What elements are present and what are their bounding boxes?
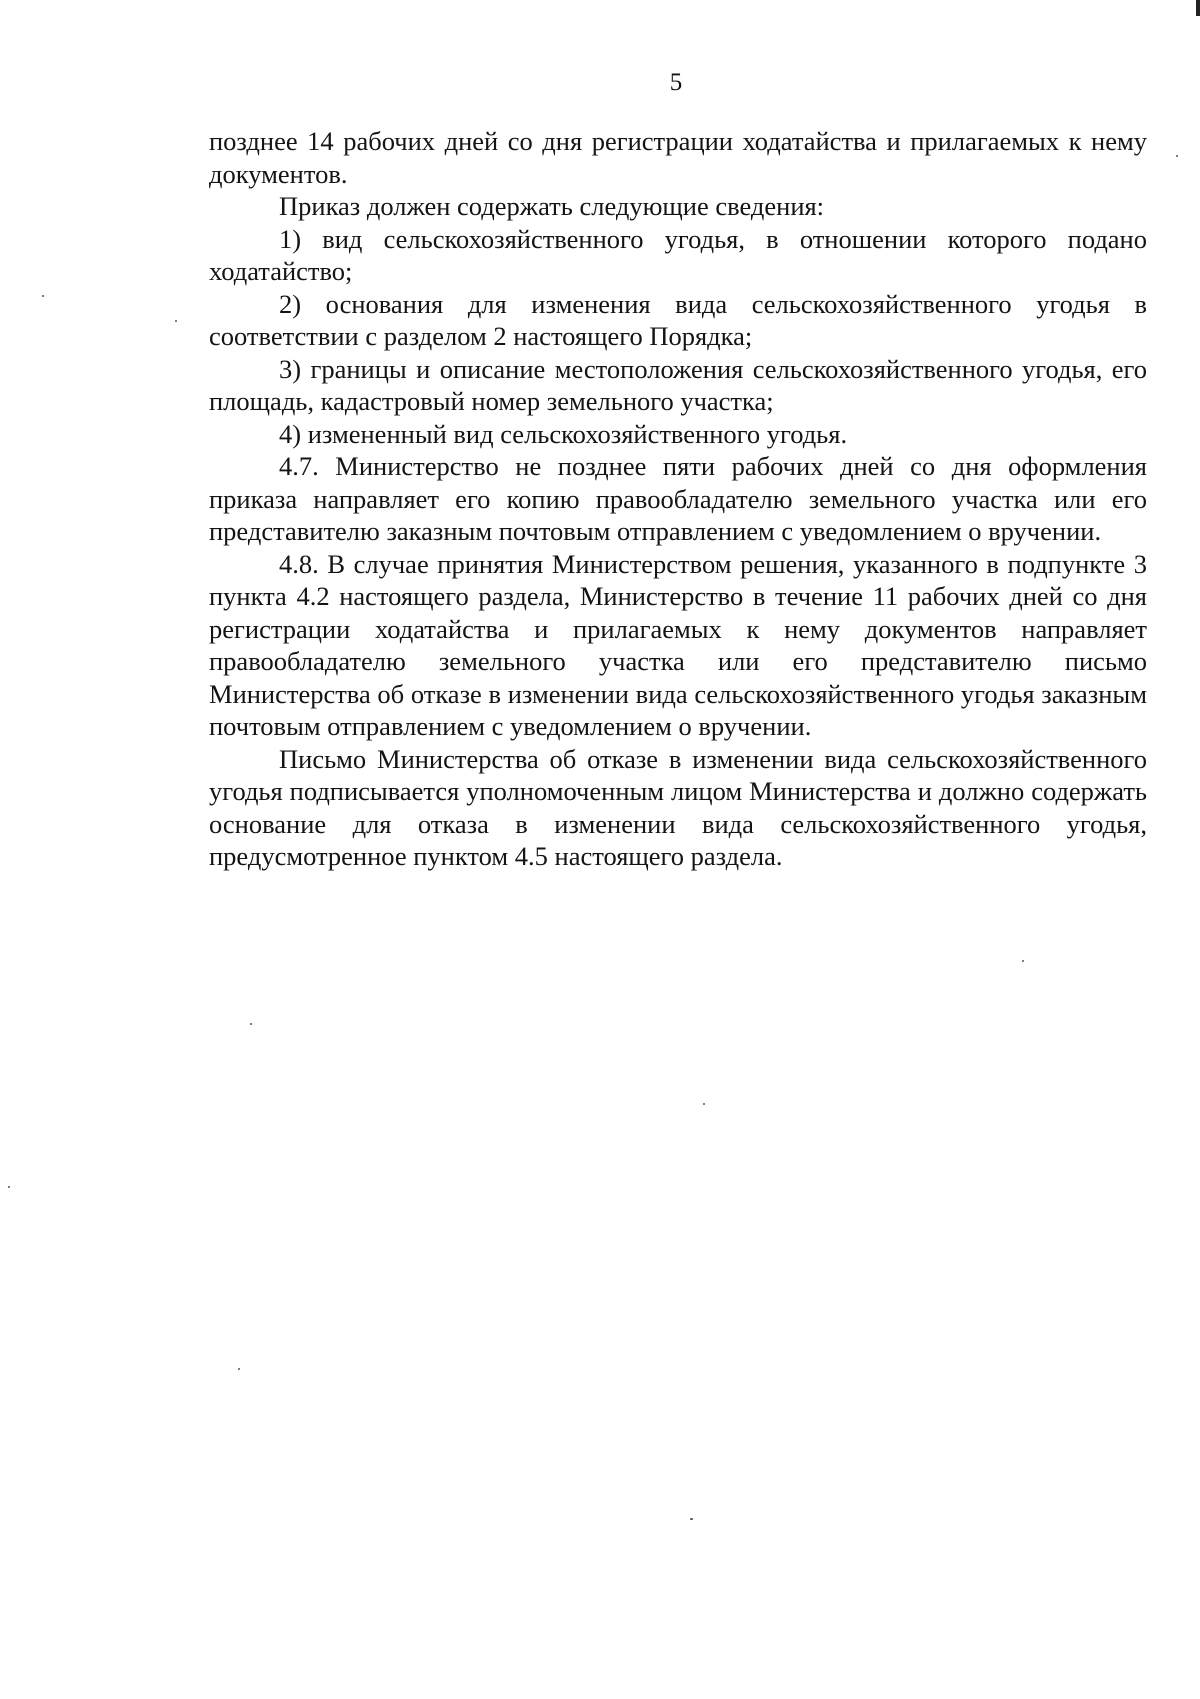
scan-speck [703, 1103, 705, 1105]
scan-speck [690, 1518, 693, 1520]
paragraph-4-7: 4.7. Министерство не позднее пяти рабочих дней со дня оформления приказа направляет его копию правообладателю земельного участка или его представителю заказным почтовым отправлением с уведомлением о вручении. [209, 451, 1147, 546]
scan-edge-mark [1196, 0, 1200, 16]
paragraph-item-3: 3) границы и описание местоположения сельскохозяйственного угодья, его площадь, кадастровый номер земельного участка; [209, 353, 1147, 416]
paragraph-refusal-letter: Письмо Министерства об отказе в изменении вида сельскохозяйственного угодья подписывается уполномоченным лицом Министерства и должно содержать основание для отказа в изменении вида сельскохозяйственного угодья, предусмотренное пунктом 4.5 настоящего раздела. [209, 743, 1147, 871]
paragraph-item-4: 4) измененный вид сельскохозяйственного угодья. [279, 418, 848, 449]
scan-speck [250, 1023, 252, 1025]
scan-speck [1176, 155, 1178, 157]
scan-speck [42, 295, 44, 297]
paragraph-continuation: позднее 14 рабочих дней со дня регистрации ходатайства и прилагаемых к нему документов. [209, 126, 1147, 189]
paragraph-4-8: 4.8. В случае принятия Министерством решения, указанного в подпункте 3 пункта 4.2 настоящего раздела, Министерство в течение 11 рабочих дней со дня регистрации ходатайства и прилагаемых к нему документов направляет правообладателю земельного участка или его представителю письмо Министерства об отказе в изменении вида сельскохозяйственного угодья заказным почтовым отправлением с уведомлением о вручении. [209, 548, 1147, 741]
paragraph-item-1: 1) вид сельскохозяйственного угодья, в отношении которого подано ходатайство; [209, 223, 1147, 286]
scan-speck [238, 1368, 240, 1370]
scan-speck [1022, 960, 1024, 962]
page-number: 5 [669, 69, 683, 96]
document-body [209, 125, 1147, 873]
scan-speck [175, 320, 177, 322]
scan-speck [8, 1186, 10, 1188]
paragraph-order-contents-intro: Приказ должен содержать следующие сведения: [279, 191, 825, 221]
paragraph-item-2: 2) основания для изменения вида сельскохозяйственного угодья в соответствии с разделом 2 настоящего Порядка; [209, 288, 1147, 351]
